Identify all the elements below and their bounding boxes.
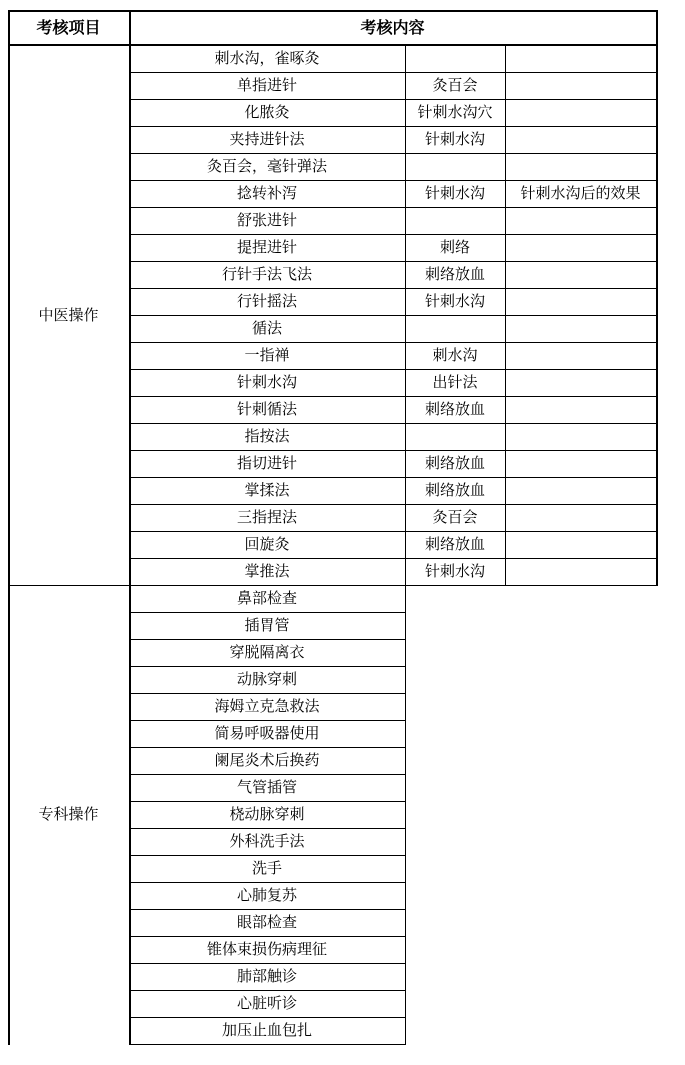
table-row-cell: 外科洗手法: [229, 832, 305, 850]
header-top-border: [8, 10, 657, 12]
table-row-cell: [505, 72, 656, 99]
header-content: 考核内容: [360, 17, 425, 37]
table-row-cell: [505, 315, 656, 342]
table-row-cell: 锥体束损伤病理征: [206, 940, 327, 958]
table-row-cell: 三指捏法: [236, 508, 297, 526]
table-row-cell: [505, 45, 656, 72]
col-divider-3: [505, 45, 506, 585]
table-row-cell: 肺部触诊: [236, 967, 297, 985]
table-row-cell: 阑尾炎术后换药: [214, 751, 320, 769]
table-row-cell: 刺水沟: [432, 346, 478, 364]
table-row-cell: 洗手: [251, 859, 282, 877]
table-row-cell: [405, 153, 505, 180]
table-row-cell: [505, 234, 656, 261]
table-row-cell: 针刺水沟: [424, 184, 485, 202]
table-row-cell: 刺水沟，雀啄灸: [214, 49, 320, 67]
table-row-cell: [505, 207, 656, 234]
table-row-cell: 眼部检查: [236, 913, 297, 931]
table-row-cell: 心脏听诊: [236, 994, 297, 1012]
table-row-cell: 简易呼吸器使用: [214, 724, 320, 742]
table-row-cell: [505, 342, 656, 369]
table-row-cell: [405, 45, 505, 72]
table-row-cell: 出针法: [432, 373, 478, 391]
table-row-cell: 加压止血包扎: [221, 1021, 312, 1039]
table-row-cell: 针刺水沟: [424, 562, 485, 580]
table-row-cell: [505, 261, 656, 288]
table-row-cell: 动脉穿刺: [236, 670, 297, 688]
table-row-cell: 海姆立克急救法: [214, 697, 320, 715]
table-row-cell: [405, 207, 505, 234]
table-row-cell: [505, 153, 656, 180]
category-label: 专科操作: [38, 805, 99, 823]
table-row-cell: 针刺水沟后的效果: [520, 184, 641, 202]
table-row-cell: [505, 396, 656, 423]
table-row-cell: [505, 531, 656, 558]
table-row-cell: 灸百会，毫针弹法: [206, 157, 327, 175]
table-row-cell: 灸百会: [432, 76, 478, 94]
right-border: [656, 45, 658, 586]
table-row-cell: [505, 477, 656, 504]
table-row-cell: 气管插管: [236, 778, 297, 796]
table-row-cell: 回旋灸: [244, 535, 290, 553]
table-row-cell: 指切进针: [236, 454, 297, 472]
table-row-cell: 针刺水沟: [424, 130, 485, 148]
table-row-cell: 灸百会: [432, 508, 478, 526]
table-row-cell: 指按法: [244, 427, 290, 445]
table-row-cell: 循法: [251, 319, 282, 337]
table-row-cell: 夹持进针法: [229, 130, 305, 148]
table-row-cell: [505, 99, 656, 126]
table-row-cell: 捻转补泻: [236, 184, 297, 202]
col-divider-2: [405, 45, 406, 585]
table-row-cell: [505, 369, 656, 396]
table-row-cell: 心肺复苏: [236, 886, 297, 904]
table-row-cell: 针刺水沟: [424, 292, 485, 310]
table-row-cell: 刺络放血: [424, 535, 485, 553]
header-category: 考核项目: [36, 17, 101, 37]
table-row-cell: 舒张进针: [236, 211, 297, 229]
table-row-cell: 针刺水沟穴: [417, 103, 493, 121]
table-row-cell: 穿脱隔离衣: [229, 643, 305, 661]
row-border: [129, 1044, 406, 1045]
table-row-cell: 行针摇法: [236, 292, 297, 310]
table-row-cell: 刺络放血: [424, 481, 485, 499]
table-row-cell: [405, 315, 505, 342]
table-row-cell: [505, 504, 656, 531]
table-row-cell: [505, 126, 656, 153]
table-row-cell: 刺络放血: [424, 265, 485, 283]
table-row-cell: 行针手法飞法: [221, 265, 312, 283]
table-row-cell: 掌推法: [244, 562, 290, 580]
table-row-cell: 单指进针: [236, 76, 297, 94]
table-row-cell: 刺络放血: [424, 454, 485, 472]
table-row-cell: 刺络: [439, 238, 470, 256]
table-row-cell: 一指禅: [244, 346, 290, 364]
table-row-cell: 针刺水沟: [236, 373, 297, 391]
table-row-cell: [505, 423, 656, 450]
table-row-cell: 针刺循法: [236, 400, 297, 418]
table-row-cell: 提捏进针: [236, 238, 297, 256]
table-row-cell: [505, 288, 656, 315]
header-right-border: [656, 10, 658, 45]
table-row-cell: [405, 423, 505, 450]
table-row-cell: 掌揉法: [244, 481, 290, 499]
table-row-cell: 刺络放血: [424, 400, 485, 418]
table-row-cell: 化脓灸: [244, 103, 290, 121]
table-row-cell: [505, 450, 656, 477]
table-row-cell: 桡动脉穿刺: [229, 805, 305, 823]
table-row-cell: 鼻部检查: [236, 589, 297, 607]
table-row-cell: [505, 558, 656, 585]
table-row-cell: 插胃管: [244, 616, 290, 634]
category-label: 中医操作: [38, 305, 99, 324]
col-divider-2b: [405, 585, 406, 1045]
